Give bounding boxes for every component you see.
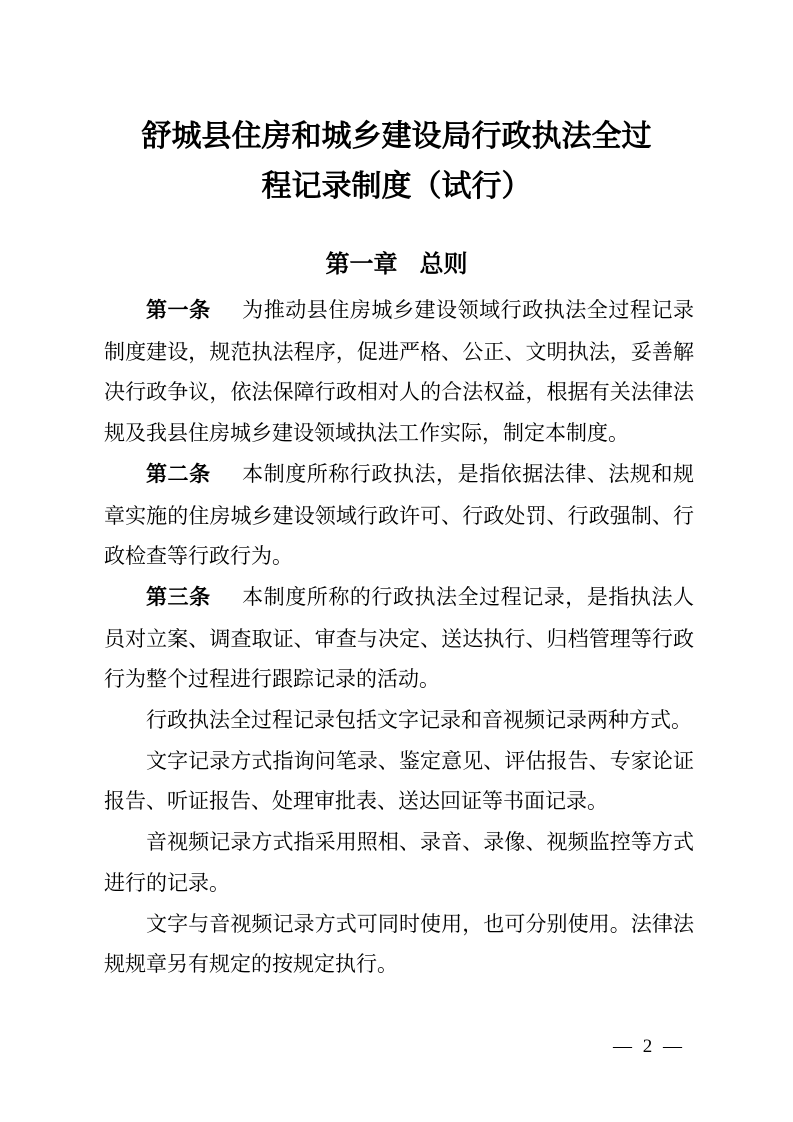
body-paragraph-2: 文字记录方式指询问笔录、鉴定意见、评估报告、专家论证报告、听证报告、处理审批表、送达回证等书面记录。 (104, 748, 694, 814)
body-paragraph-3: 音视频记录方式指采用照相、录音、录像、视频监控等方式进行的记录。 (104, 830, 694, 895)
article-paragraph-3 (104, 577, 694, 700)
document-title (117, 112, 677, 212)
article-3-label: 第三条 (146, 585, 211, 609)
article-3-text: 本制度所称的行政执法全过程记录，是指执法人员对立案、调查取证、审查与决定、送达执行、归档管理等行政行为整个过程进行跟踪记录的活动。 (104, 584, 694, 692)
article-2-text: 本制度所称行政执法，是指依据法律、法规和规章实施的住房城乡建设领域行政许可、行政处罚、行政强制、行政检查等行政行为。 (104, 461, 694, 569)
chapter-number: 第一章 (325, 251, 398, 278)
body-paragraph-1: 行政执法全过程记录包括文字记录和音视频记录两种方式。 (146, 708, 692, 733)
page-number: — 2 — (613, 1036, 685, 1057)
article-2-label: 第二条 (146, 462, 211, 486)
document-body (104, 290, 694, 985)
article-1-label: 第一条 (146, 299, 211, 322)
body-paragraph-4: 文字与音视频记录方式可同时使用，也可分别使用。法律法规规章另有规定的按规定执行。 (104, 911, 694, 977)
chapter-heading (0, 245, 793, 285)
article-1-text: 为推动县住房城乡建设领域行政执法全过程记录制度建设，规范执法程序，促进严格、公正、文明执法，妥善解决行政争议，依法保障行政相对人的合法权益，根据有关法律法规及我县住房城乡建设领域执法工作实际，制定本制度。 (104, 298, 694, 446)
chapter-title: 总则 (419, 251, 468, 278)
document-title-line2: 程记录制度（试行） (261, 170, 532, 203)
document-title-line1: 舒城县住房和城乡建设局行政执法全过 (141, 120, 652, 153)
article-paragraph-1 (104, 290, 694, 454)
article-paragraph-2 (104, 454, 694, 577)
